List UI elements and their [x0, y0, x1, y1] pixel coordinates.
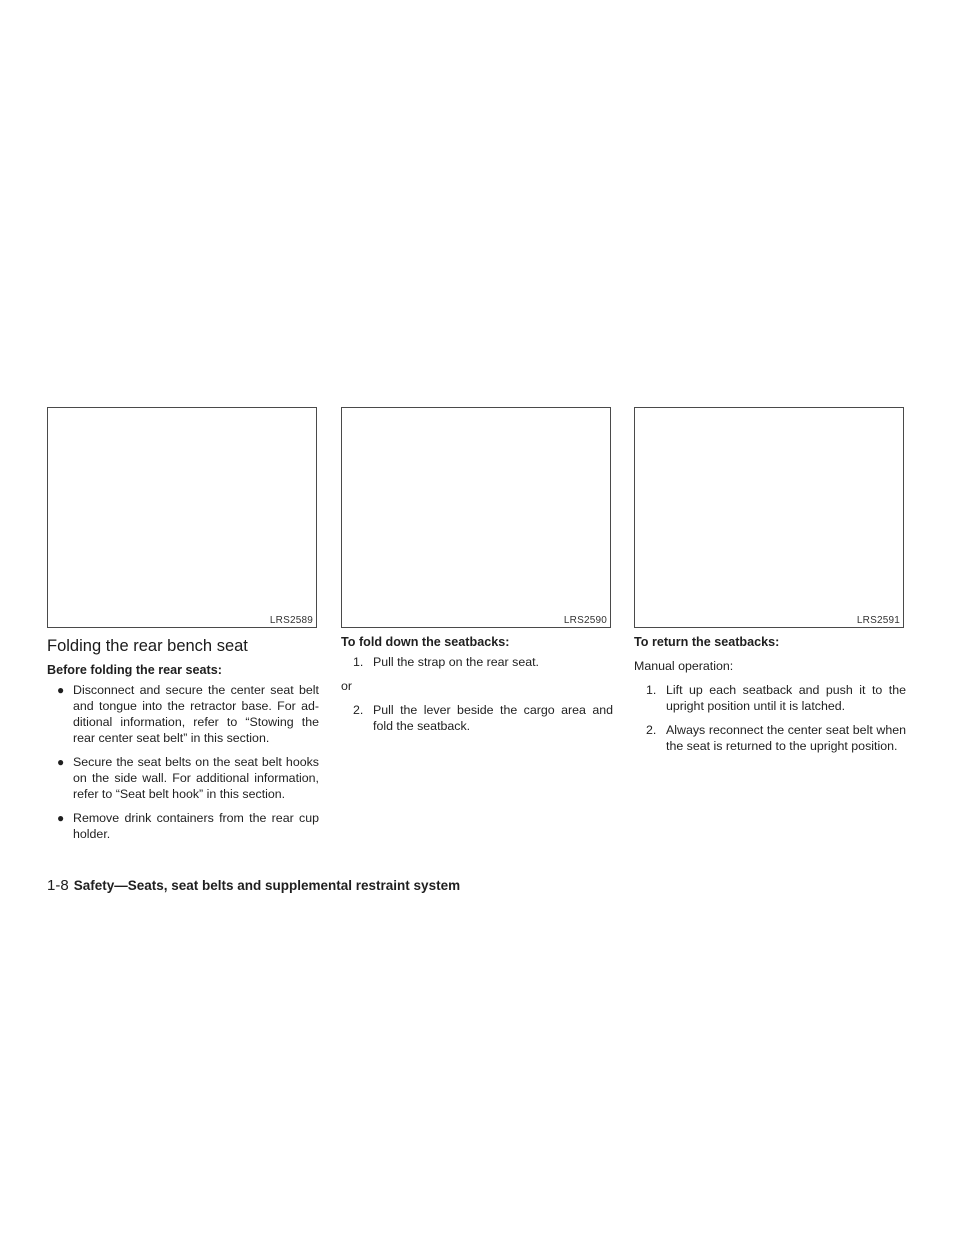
bullet-text: Remove drink containers from the rear cup holder.	[73, 811, 319, 841]
list-item	[353, 654, 613, 670]
step-text: Pull the lever beside the cargo area and fold the seatback.	[373, 703, 613, 733]
step-text: Pull the strap on the rear seat.	[373, 655, 539, 669]
figure-code: LRS2591	[856, 615, 900, 626]
step-number: 1.	[646, 683, 657, 697]
step-text: Always reconnect the center seat belt when the seat is returned to the upright position.	[666, 723, 906, 753]
list-item	[353, 702, 613, 734]
list-item	[57, 682, 319, 746]
list-item	[646, 682, 906, 714]
column-folding-rear-bench-seat	[47, 634, 319, 850]
subhead-fold-down: To fold down the seatbacks:	[341, 635, 510, 649]
page-number: 1-8	[47, 877, 69, 894]
list-item	[57, 754, 319, 802]
figure-lrs2589	[47, 407, 317, 628]
figure-lrs2590	[341, 407, 611, 628]
section-title: Folding the rear bench seat	[47, 637, 248, 655]
list-item	[646, 722, 906, 754]
subhead-before-folding: Before folding the rear seats:	[47, 663, 222, 677]
figure-code: LRS2590	[563, 615, 607, 626]
bullet-icon: ●	[57, 811, 65, 825]
bullet-text: Disconnect and secure the center seat belt and tongue into the retractor base. For ad-ditional information, refer to “Stowing the rear center seat belt” in this section.	[73, 683, 319, 745]
step-number: 2.	[353, 703, 364, 717]
or-text: or	[341, 679, 353, 693]
list-item	[57, 810, 319, 842]
bullet-icon: ●	[57, 755, 65, 769]
bullet-text: Secure the seat belts on the seat belt hooks on the side wall. For additional information, refer to “Seat belt hook” in this section.	[73, 755, 319, 801]
bullet-icon: ●	[57, 683, 65, 697]
step-number: 2.	[646, 723, 657, 737]
manual-operation-label: Manual operation:	[634, 659, 734, 673]
page-footer	[47, 877, 460, 894]
subhead-return: To return the seatbacks:	[634, 635, 780, 649]
step-number: 1.	[353, 655, 364, 669]
step-text: Lift up each seatback and push it to the upright position until it is latched.	[666, 683, 906, 713]
figure-lrs2591	[634, 407, 904, 628]
figure-code: LRS2589	[269, 615, 313, 626]
column-fold-down-seatbacks	[341, 634, 613, 742]
column-return-seatbacks	[634, 634, 906, 762]
chapter-title: Safety—Seats, seat belts and supplemental restraint system	[73, 878, 461, 893]
